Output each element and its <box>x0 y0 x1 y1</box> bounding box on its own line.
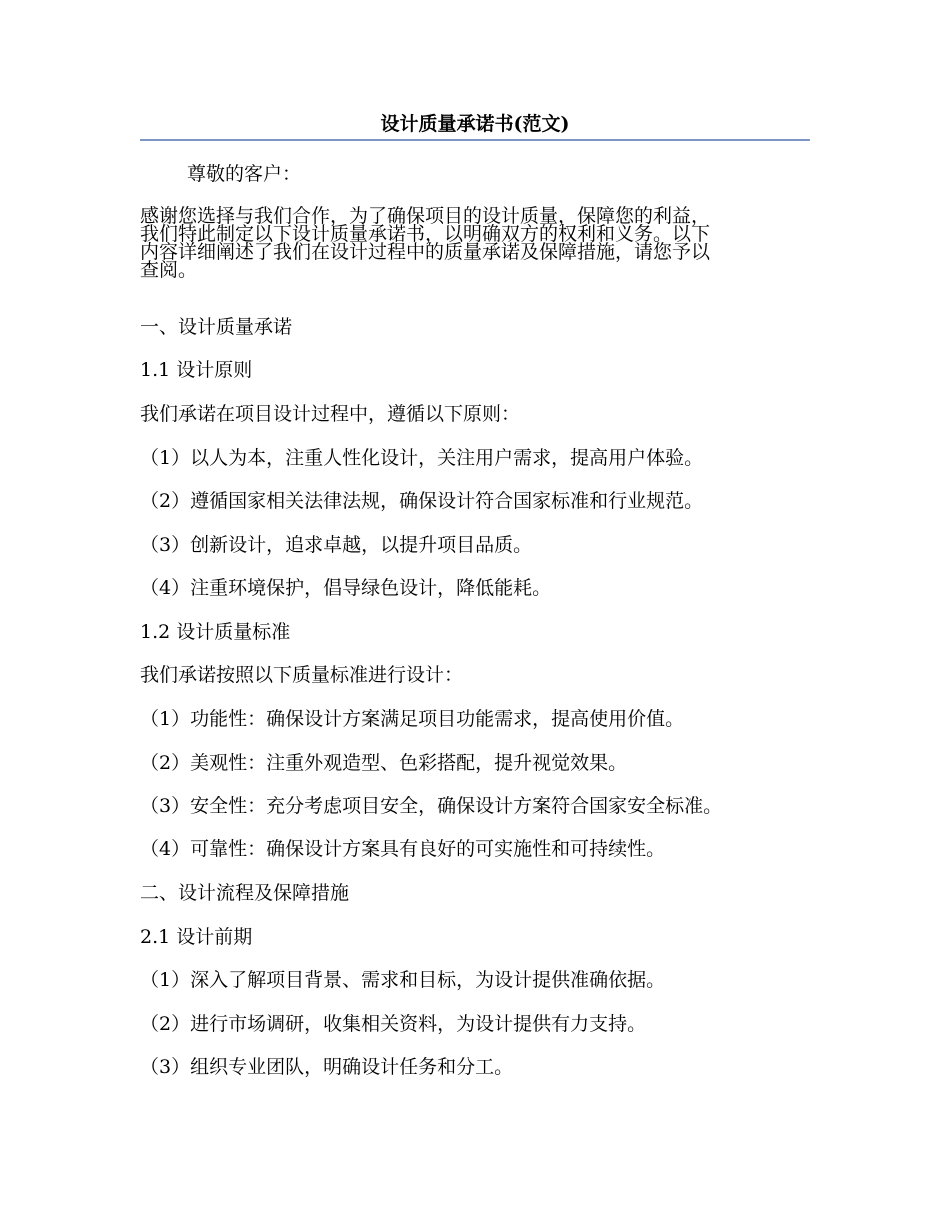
list-item: （3）创新设计，追求卓越，以提升项目品质。 <box>140 534 533 556</box>
subsection-heading: 1.1 设计原则 <box>140 359 253 381</box>
intro-line: 内容详细阐述了我们在设计过程中的质量承诺及保障措施，请您予以 <box>140 241 711 263</box>
list-item: （2）进行市场调研，收集相关资料，为设计提供有力支持。 <box>140 1013 647 1035</box>
list-item: （4）注重环境保护，倡导绿色设计，降低能耗。 <box>140 577 552 599</box>
list-item: （3）组织专业团队，明确设计任务和分工。 <box>140 1056 514 1078</box>
list-item: （1）深入了解项目背景、需求和目标，为设计提供准确依据。 <box>140 969 666 991</box>
paragraph: 我们承诺在项目设计过程中，遵循以下原则： <box>140 403 521 425</box>
salutation: 尊敬的客户： <box>187 163 302 185</box>
document-title: 设计质量承诺书(范文) <box>380 113 570 135</box>
list-item: （2）美观性：注重外观造型、色彩搭配，提升视觉效果。 <box>140 752 628 774</box>
list-item: （1）功能性：确保设计方案满足项目功能需求，提高使用价值。 <box>140 708 685 730</box>
paragraph: 我们承诺按照以下质量标准进行设计： <box>140 664 464 686</box>
title-underline <box>140 139 810 141</box>
list-item: （4）可靠性：确保设计方案具有良好的可实施性和可持续性。 <box>140 838 666 860</box>
intro-line: 查阅。 <box>140 259 198 281</box>
subsection-heading: 1.2 设计质量标准 <box>140 621 291 643</box>
subsection-heading: 2.1 设计前期 <box>140 926 253 948</box>
section-heading: 一、设计质量承诺 <box>140 316 293 338</box>
intro-paragraph <box>140 207 810 279</box>
section-heading: 二、设计流程及保障措施 <box>140 882 350 904</box>
list-item: （1）以人为本，注重人性化设计，关注用户需求，提高用户体验。 <box>140 447 704 469</box>
list-item: （3）安全性：充分考虑项目安全，确保设计方案符合国家安全标准。 <box>140 795 723 817</box>
intro-line: 我们特此制定以下设计质量承诺书，以明确双方的权利和义务。以下 <box>140 223 711 245</box>
intro-line: 感谢您选择与我们合作，为了确保项目的设计质量，保障您的利益， <box>140 205 711 227</box>
list-item: （2）遵循国家相关法律法规，确保设计符合国家标准和行业规范。 <box>140 490 704 512</box>
